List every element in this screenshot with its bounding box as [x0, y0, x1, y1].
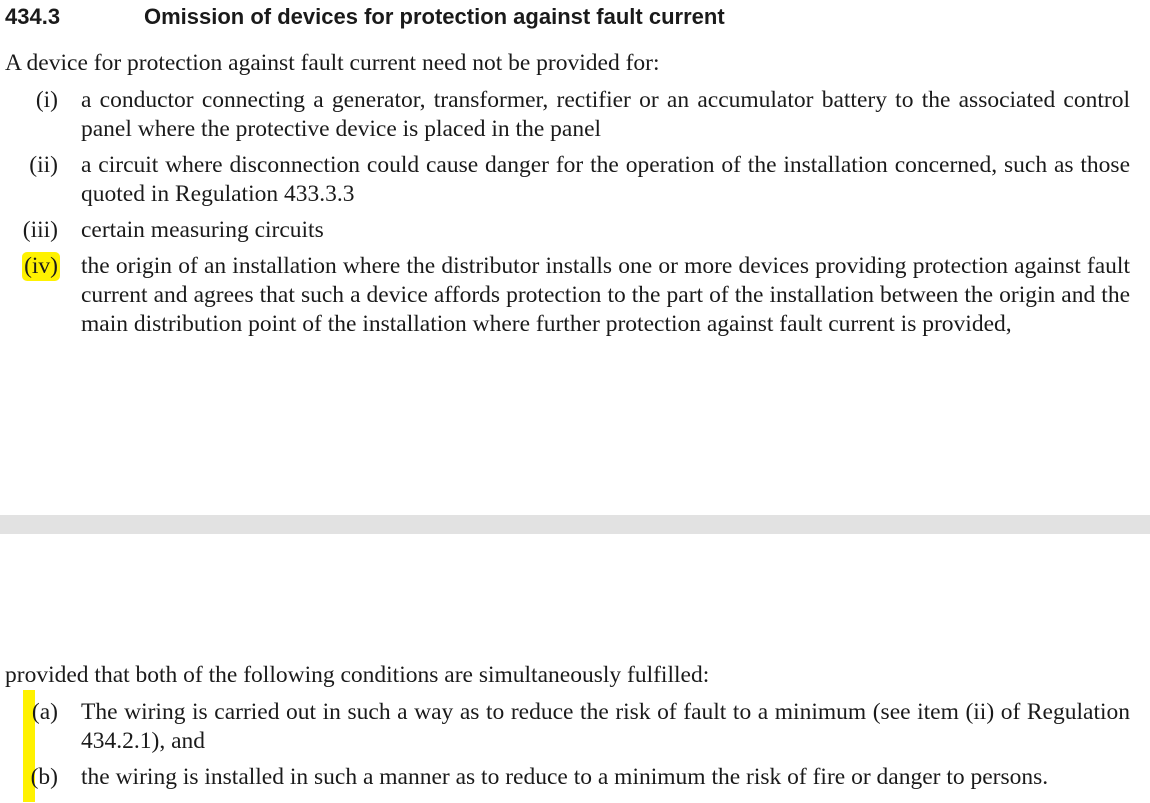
list-marker: (a)	[31, 699, 58, 725]
list-item-iv	[0, 252, 1150, 339]
list-item-ii	[0, 151, 1150, 209]
list-item-text: a circuit where disconnection could cause danger for the operation of the installation concerned, such as those quoted in Regulation 433.3.3	[81, 152, 1130, 207]
list-marker: (i)	[35, 87, 58, 113]
list-item-iii	[0, 216, 1150, 245]
list-item-a	[0, 698, 1150, 756]
conditions-list	[0, 698, 1150, 799]
list-item-text: certain measuring circuits	[81, 217, 324, 243]
list-item-text: The wiring is carried out in such a way as to reduce the risk of fault to a minimum (see item (ii) of Regulation 434.2.1), and	[81, 699, 1130, 754]
list-marker: (b)	[30, 764, 58, 790]
exemption-list	[0, 86, 1150, 346]
page-break-separator	[0, 515, 1150, 534]
intro-paragraph: A device for protection against fault current need not be provided for:	[5, 50, 660, 76]
list-item-b	[0, 763, 1150, 792]
list-item-i	[0, 86, 1150, 144]
list-marker: (iii)	[22, 217, 58, 243]
list-item-text: the wiring is installed in such a manner as to reduce to a minimum the risk of fire or danger to persons.	[81, 764, 1049, 790]
section-title: Omission of devices for protection against fault current	[144, 4, 725, 29]
highlighted-list-marker: (iv)	[24, 253, 58, 279]
list-marker: (ii)	[29, 152, 58, 178]
list-item-text: the origin of an installation where the distributor installs one or more devices providing protection against fault current and agrees that such a device affords protection to the part of the installation between the origin and the main distribution point of the installation where further protection against fault current is provided,	[81, 253, 1130, 337]
section-number: 434.3	[5, 4, 61, 29]
conditions-intro: provided that both of the following conditions are simultaneously fulfilled:	[5, 662, 710, 688]
list-item-text: a conductor connecting a generator, transformer, rectifier or an accumulator battery to the associated control panel where the protective device is placed in the panel	[81, 87, 1130, 142]
